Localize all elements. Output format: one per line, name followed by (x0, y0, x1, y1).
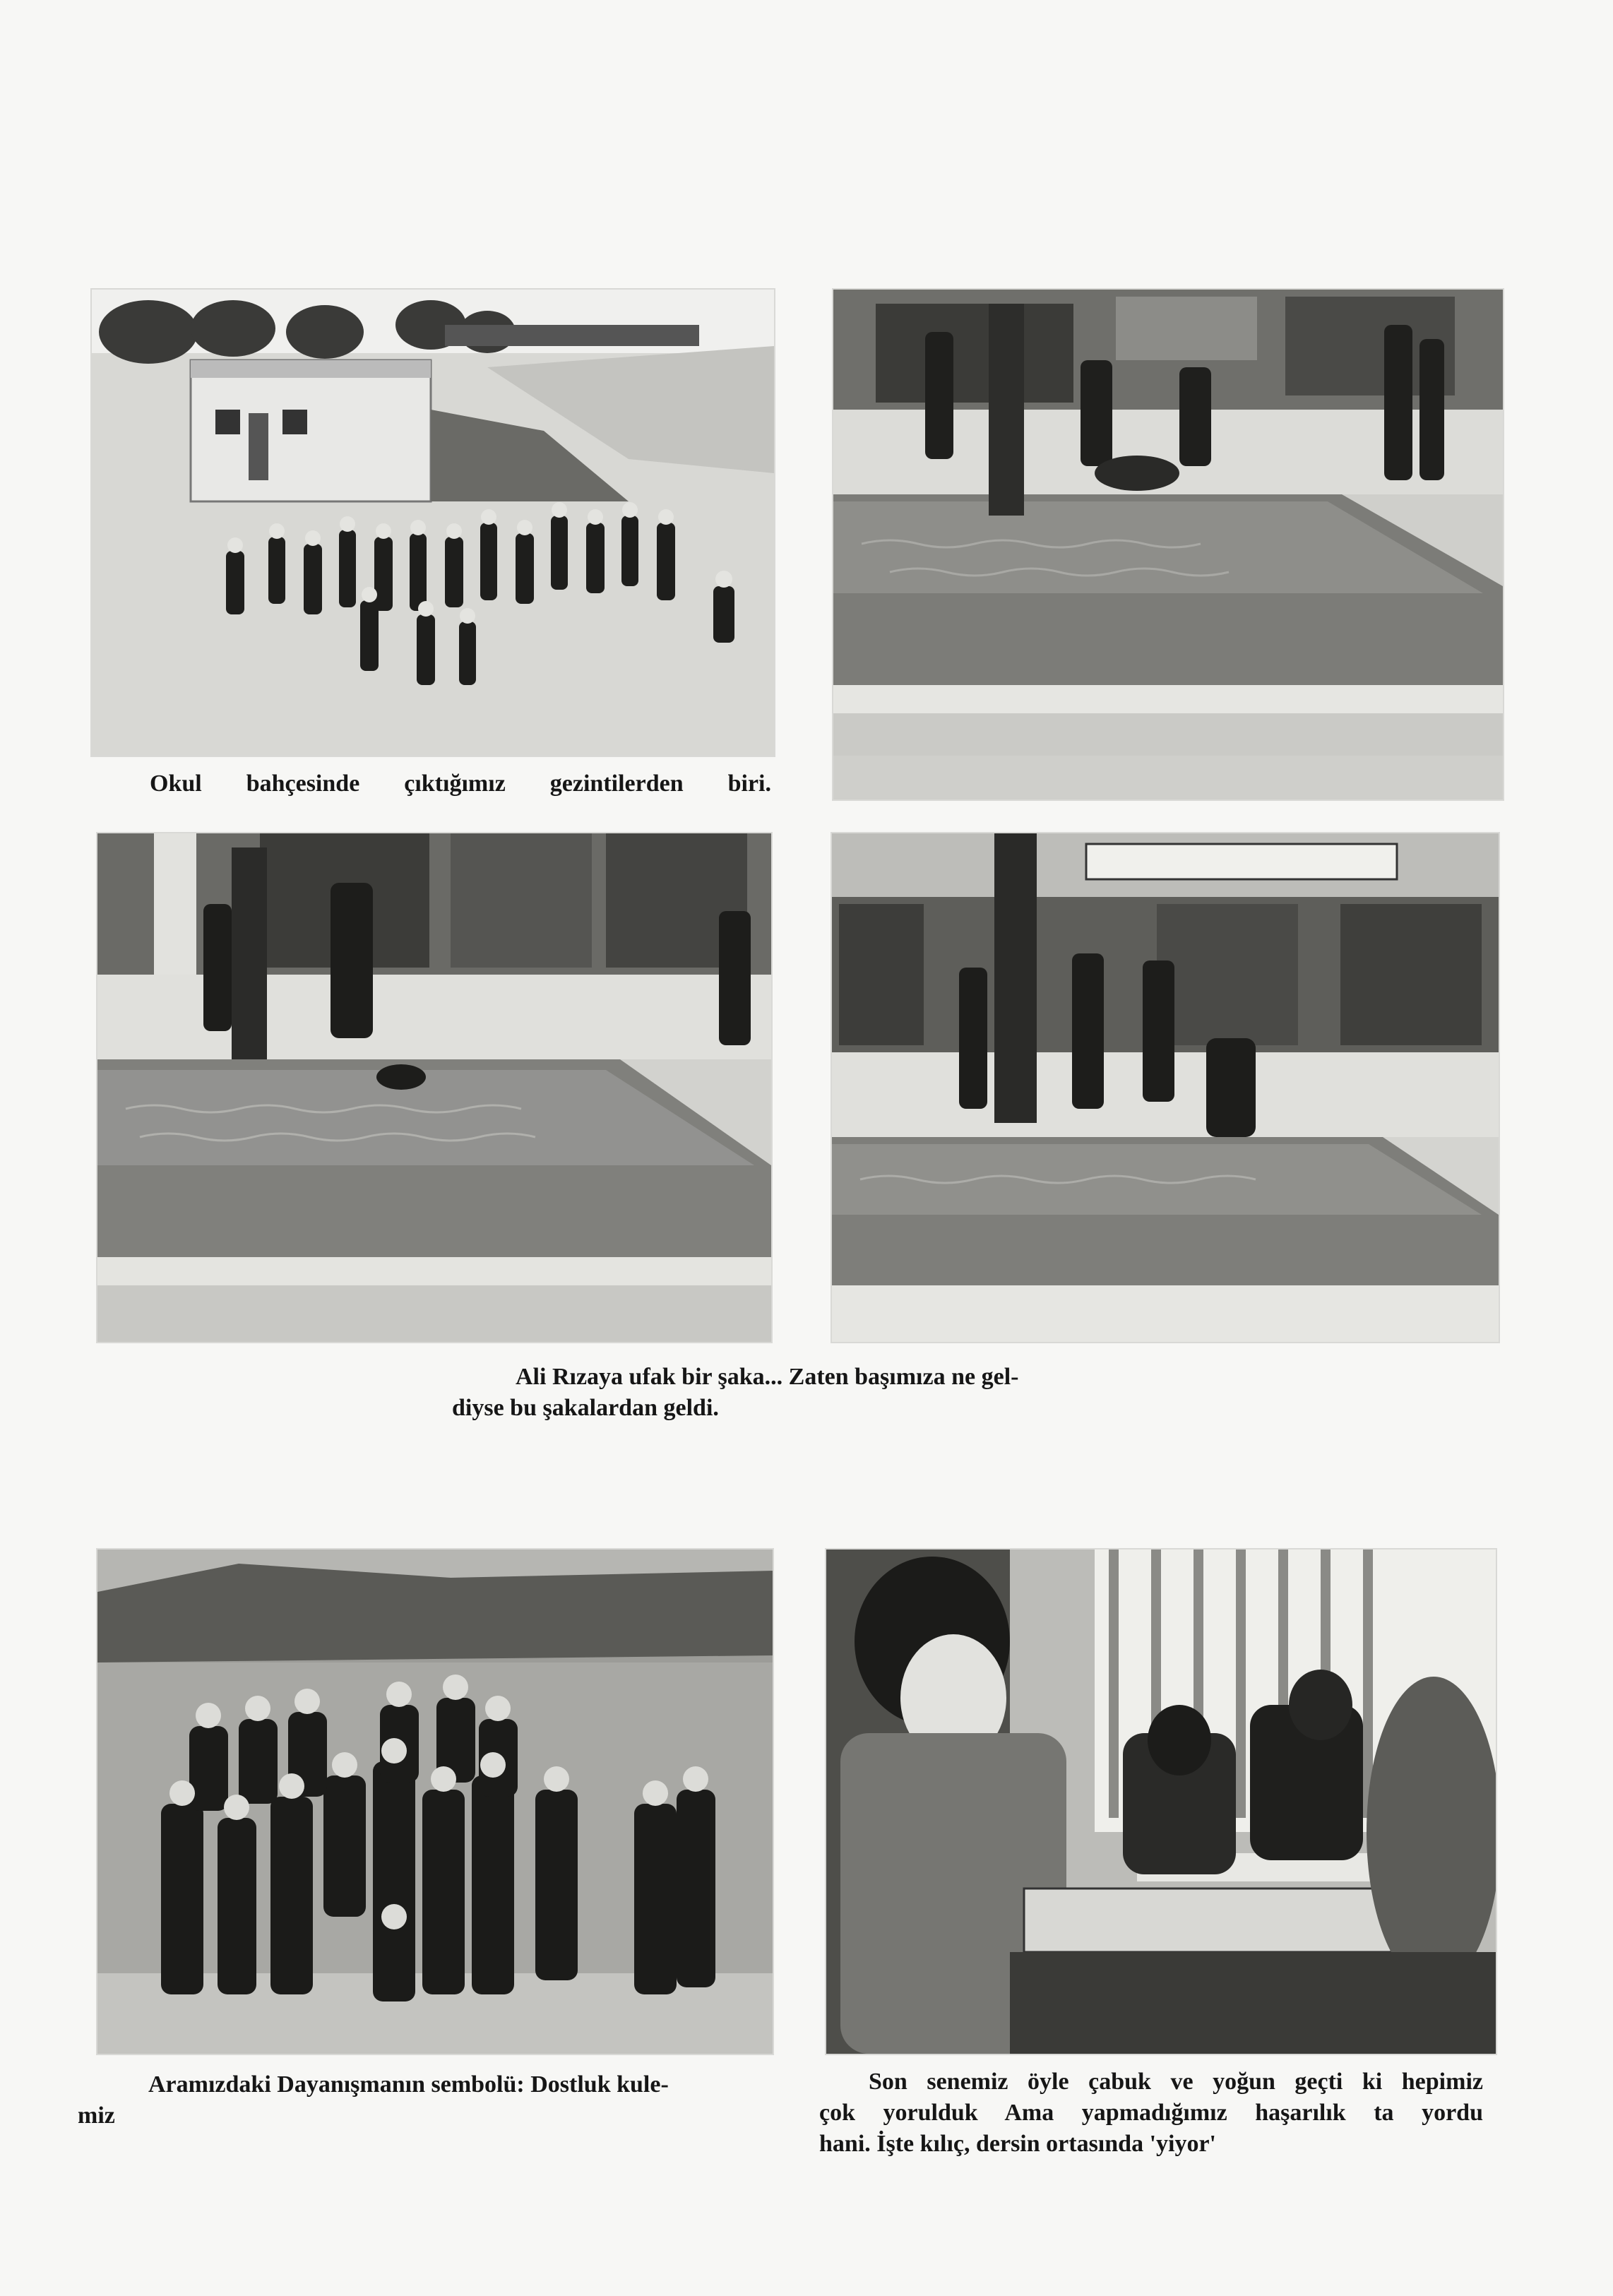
caption-pool-joke-line2: diyse bu şakalardan geldi. (452, 1395, 719, 1422)
photo-friendship-tower (97, 1549, 773, 2054)
caption-school-garden: Okul bahçesinde çıktığımız gezintilerden biri. (150, 771, 771, 797)
photo-school-garden (92, 290, 774, 756)
caption-senior-year-line1: Son senemiz öyle çabuk ve yoğun geçti ki hepimiz (869, 2069, 1483, 2095)
caption-pool-joke-line1: Ali Rızaya ufak bir şaka... Zaten başımıza ne gel- (516, 1364, 1019, 1390)
photo-pool-1 (833, 290, 1503, 799)
caption-pool-joke (452, 1362, 1123, 1424)
photo-pool-3 (832, 833, 1499, 1342)
caption-friendship-tower (78, 2069, 773, 2131)
caption-senior-year-line2: çok yorulduk Ama yapmadığımız haşarılık ta yordu (819, 2100, 1483, 2127)
caption-friendship-tower-line2: miz (78, 2102, 115, 2129)
caption-friendship-tower-line1: Aramızdaki Dayanışmanın sembolü: Dostluk kule- (148, 2071, 669, 2098)
caption-senior-year (819, 2066, 1483, 2160)
photo-classroom (826, 1549, 1496, 2054)
caption-senior-year-line3: hani. İşte kılıç, dersin ortasında 'yiyor' (819, 2131, 1216, 2158)
photo-pool-2 (97, 833, 771, 1342)
